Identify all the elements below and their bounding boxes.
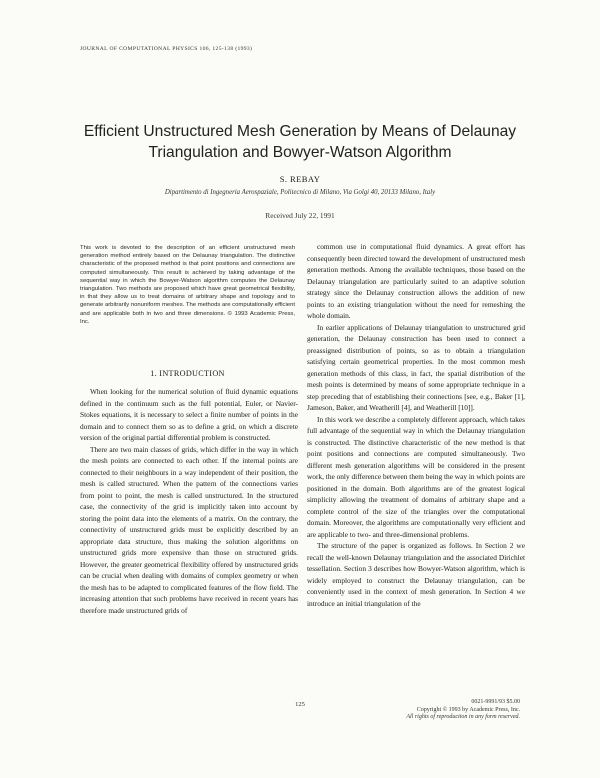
right-text-column bbox=[307, 241, 525, 609]
abstract: This work is devoted to the description of an efficient unstructured mesh generation method entirely based on the Delaunay triangulation. The distinctive characteristic of the proposed method is that point positions and connections are computed simultaneously. This result is achieved by taking advantage of the sequential way in which the Bowyer-Watson algorithm computes the Delaunay triangulation. Two methods are proposed which have great geometrical flexibility, in that they allow us to treat domains of arbitrary shape and topology and to generate arbitrarily nonuniform meshes. The methods are computationally efficient and are applicable both in two and three dimensions. © 1993 Academic Press, Inc. bbox=[80, 245, 295, 325]
journal-citation: JOURNAL OF COMPUTATIONAL PHYSICS 106, 125-138 (1993) bbox=[80, 46, 253, 52]
copyright-line: Copyright © 1993 by Academic Press, Inc. bbox=[416, 706, 520, 713]
paragraph: When looking for the numerical solution of fluid dynamic equations defined in the continuum such as the full potential, Euler, or Navier-Stokes equations, it is necessary to select a finite number of points in the domain and to connect them so as to define a grid, on which a discrete version of the original partial differential problem is constructed. bbox=[80, 387, 298, 442]
section-heading-introduction: 1. INTRODUCTION bbox=[150, 369, 225, 378]
rights-line: All rights of reproduction in any form reserved. bbox=[406, 714, 520, 721]
paragraph: The structure of the paper is organized as follows. In Section 2 we recall the well-known Delaunay triangulation and the associated Dirichlet tessellation. Section 3 describes how Bowyer-Watson algorithm, which is widely employed to construct the Delaunay triangulation, can be conveniently used in the context of mesh generation. In Section 4 we introduce an initial triangulation of the bbox=[307, 541, 525, 608]
paragraph: There are two main classes of grids, which differ in the way in which the mesh points are connected to each other. If the internal points are connected to their neighbours in a way independent of their position, the mesh is called structured. When the pattern of the connections varies from point to point, the mesh is called unstructured. In the structured case, the connectivity of the grid is implicitly taken into account by storing the point data into the elements of a matrix. On the contrary, the connectivity of unstructured grids must be explicitly described by an appropriate data structure, thus making the solution algorithms on unstructured grids more expensive than those on structured grids. However, the greater geometrical flexibility offered by unstructured grids can be crucial when dealing with domains of complex geometry or when the mesh has to be adapted to complicated features of the flow field. The increasing attention that such problems have received in recent years has therefore made unstructured grids of bbox=[80, 444, 298, 615]
received-date: Received July 22, 1991 bbox=[265, 211, 335, 220]
paper-title: Efficient Unstructured Mesh Generation by Means of Delaunay Triangulation and Bowyer-Watson Algorithm bbox=[83, 123, 517, 161]
left-text-column bbox=[80, 386, 298, 616]
copyright-block bbox=[406, 699, 520, 722]
author-affiliation: Dipartimento di Ingegneria Aerospaziale, Politecnico di Milano, Via Golgi 40, 20133 Milano, Italy bbox=[164, 189, 436, 196]
paragraph: common use in computational fluid dynamics. A great effort has consequently been directed toward the development of unstructured mesh generation methods. Among the available techniques, those based on the Delaunay triangulation are particularly suited to an adaptive solution strategy since the Delaunay construction allows the addition of new points to an existing triangulation without the need for remeshing the whole domain. bbox=[307, 242, 525, 320]
paragraph: In earlier applications of Delaunay triangulation to unstructured grid generation, the Delaunay construction has been used to connect a preassigned distribution of points, so as to obtain a triangulation satisfying certain geometrical properties. In the most common mesh generation methods of this class, in fact, the spatial distribution of the mesh points is determined by means of some appropriate technique in a step preceding that of establishing their connections [see, e.g., Baker [1], Jameson, Baker, and Weatherill [4], and Weatherill [10]]. bbox=[307, 322, 525, 412]
paragraph: In this work we describe a completely different approach, which takes full advantage of the sequential way in which the Delaunay triangulation is constructed. The distinctive characteristic of the new method is that point positions and connections are computed simultaneously. Two different mesh generation algorithms will be considered in the present work, the only difference between them being the way in which points are positioned in the domain. Both algorithms are of the greatest logical simplicity allowing the treatment of domains of arbitrary shape and a complete control of the size of the triangles over the computational domain. Moreover, the algorithms are computationally very efficient and are applicable to two- and three-dimensional problems. bbox=[307, 414, 525, 539]
author-name: S. REBAY bbox=[279, 174, 321, 184]
price-code: 0021-9991/93 $5.00 bbox=[471, 699, 520, 705]
page-number: 125 bbox=[295, 701, 305, 708]
